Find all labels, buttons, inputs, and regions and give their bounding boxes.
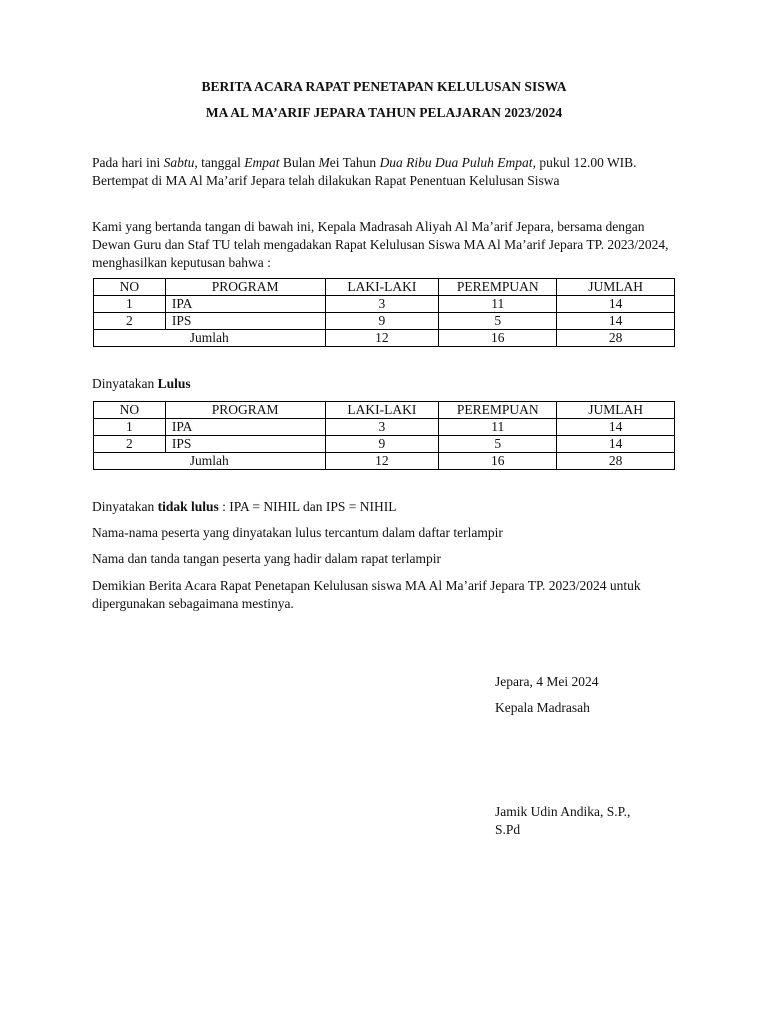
signature-name-line2: S.Pd [495, 822, 521, 837]
closing-paragraph: Demikian Berita Acara Rapat Penetapan Kelulusan siswa MA Al Ma’arif Jepara TP. 2023/2024 untuk dipergunakan sebagaimana mestinya. [92, 578, 641, 611]
header-program: PROGRAM [165, 279, 325, 296]
table-rapat [93, 278, 675, 347]
table-lulus [93, 401, 675, 470]
decision-paragraph: Kami yang bertanda tangan di bawah ini, Kepala Madrasah Aliyah Al Ma’arif Jepara, bersama dengan Dewan Guru dan Staf TU telah mengadakan Rapat Kelulusan Siswa MA Al Ma’arif Jepara TP. 2023/2024, menghasilkan keputusan bahwa : [92, 219, 669, 270]
header-program: PROGRAM [165, 402, 325, 419]
header-no: NO [94, 279, 166, 296]
month-italic: M [318, 155, 330, 170]
year-italic: Dua Ribu Dua Puluh Empat [379, 155, 533, 170]
document-title-line2: MA AL MA’ARIF JEPARA TAHUN PELAJARAN 2023/2024 [205, 105, 563, 120]
signature-place-date: Jepara, 4 Mei 2024 [495, 674, 599, 689]
header-jumlah: JUMLAH [557, 279, 675, 296]
header-no: NO [94, 402, 166, 419]
table-header-row [94, 279, 675, 296]
day-italic: Sabtu [163, 155, 195, 170]
signature-name-line1: Jamik Udin Andika, S.P., [495, 804, 631, 819]
signature-position: Kepala Madrasah [495, 700, 590, 715]
table-row: 1 IPA 3 11 14 [94, 296, 675, 313]
table-row: 1 IPA 3 11 14 [94, 419, 675, 436]
table-row: 2 IPS 9 5 14 [94, 313, 675, 330]
header-laki: LAKI-LAKI [325, 402, 439, 419]
table-header-row [94, 402, 675, 419]
tidak-lulus-line: Dinyatakan tidak lulus : IPA = NIHIL dan IPS = NIHIL [92, 499, 397, 514]
intro-paragraph: Pada hari ini Sabtu, tanggal Empat Bulan Mei Tahun Dua Ribu Dua Puluh Empat, pukul 12.00 WIB. Bertempat di MA Al Ma’arif Jepara telah dilakukan Rapat Penentuan Kelulusan Siswa [92, 155, 637, 188]
table-total-row: Jumlah 12 16 28 [94, 453, 675, 470]
document-title-line1: BERITA ACARA RAPAT PENETAPAN KELULUSAN SISWA [201, 79, 567, 94]
table-row: 2 IPS 9 5 14 [94, 436, 675, 453]
header-perempuan: PEREMPUAN [439, 402, 557, 419]
header-perempuan: PEREMPUAN [439, 279, 557, 296]
table-total-row: Jumlah 12 16 28 [94, 330, 675, 347]
header-jumlah: JUMLAH [557, 402, 675, 419]
peserta-lulus-line: Nama-nama peserta yang dinyatakan lulus tercantum dalam daftar terlampir [92, 525, 503, 540]
date-italic: Empat [244, 155, 280, 170]
lulus-heading: Dinyatakan Lulus [92, 376, 191, 391]
header-laki: LAKI-LAKI [325, 279, 439, 296]
peserta-hadir-line: Nama dan tanda tangan peserta yang hadir dalam rapat terlampir [92, 551, 441, 566]
